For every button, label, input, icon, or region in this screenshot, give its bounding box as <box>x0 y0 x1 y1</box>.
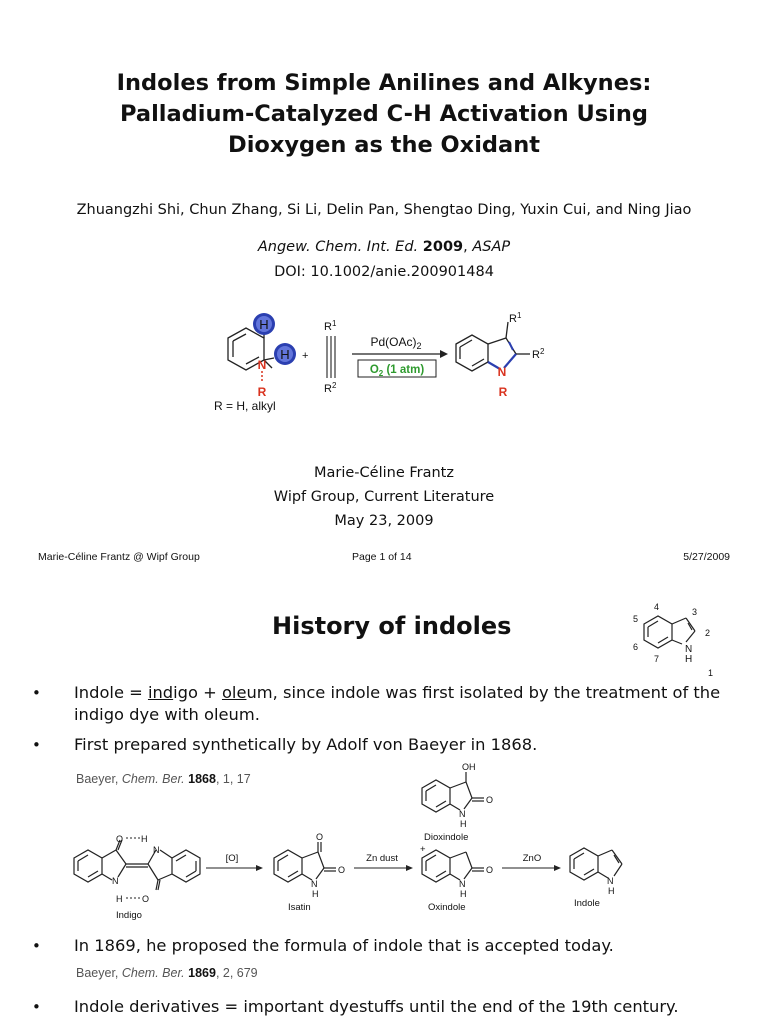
alkyne-r2: $R^2$ <box>324 381 337 395</box>
bullet-text: Indole derivatives = important dyestuffs until the end of the 19th century. <box>74 997 679 1016</box>
journal-year: 2009 <box>422 239 464 255</box>
atom-r-aniline: R <box>257 385 267 399</box>
product-r2: $R^2$ <box>532 347 545 361</box>
presenter-name: Marie-Céline Frantz <box>314 465 454 481</box>
position-2: 2 <box>705 628 711 638</box>
step2-reagent: Zn dust <box>366 853 398 864</box>
bullet-symbol: • <box>32 998 41 1016</box>
author-list: Zhuangzhi Shi, Chun Zhang, Si Li, Delin Pan, Shengtao Ding, Yuxin Cui, and Ning Jiao <box>76 202 692 218</box>
indigo-h-top: H <box>141 834 148 844</box>
dioxindole-h: H <box>460 819 467 829</box>
position-4: 4 <box>654 602 660 612</box>
reaction-scheme <box>200 308 580 420</box>
indole-h: H <box>608 886 615 896</box>
bullet-text: First prepared synthetically by Adolf von Baeyer in 1868. <box>74 735 538 754</box>
indigo-o-top: O <box>116 834 124 844</box>
bullet-symbol: • <box>32 937 41 955</box>
position-5: 5 <box>633 614 639 624</box>
footer-page: Page 1 of 14 <box>352 551 412 563</box>
title-line-3: Dioxygen as the Oxidant <box>228 132 540 158</box>
indigo-label: Indigo <box>116 910 142 921</box>
indigo-h-bottom: H <box>116 894 123 904</box>
presentation-date: May 23, 2009 <box>334 513 434 529</box>
title-line-2: Palladium-Catalyzed C-H Activation Using <box>120 101 648 127</box>
position-1: 1 <box>708 668 714 678</box>
alkyne-r1: $R^1$ <box>324 319 337 333</box>
oxindole-structure <box>422 850 484 882</box>
substituent-note: R = H, alkyl <box>214 399 276 413</box>
bullet-formula <box>0 935 768 959</box>
bullet-first-synthesis <box>0 734 768 758</box>
dioxindole-label: Dioxindole <box>424 832 469 843</box>
oxindole-label: Oxindole <box>428 902 466 913</box>
indole-structure <box>570 848 622 880</box>
indole-label: Indole <box>574 898 600 909</box>
isatin-o-top: O <box>316 832 324 842</box>
journal-citation: Angew. Chem. Int. Ed. 2009, ASAP <box>257 239 511 255</box>
oxindole-o: O <box>486 865 494 875</box>
presenter-group: Wipf Group, Current Literature <box>273 489 495 505</box>
indigo-n-right: N <box>153 845 160 855</box>
indigo-o-bottom: O <box>142 894 150 904</box>
dioxindole-oh: OH <box>462 762 476 772</box>
slide-title <box>0 68 768 161</box>
bullet-etymology <box>0 682 768 728</box>
atom-r-product: R <box>498 385 508 399</box>
dioxindole-o: O <box>486 795 494 805</box>
indigo-n-left: N <box>112 876 119 886</box>
position-3: 3 <box>692 607 698 617</box>
step3-reagent: ZnO <box>522 853 542 864</box>
presenter-block <box>0 461 768 533</box>
footer-date: 5/27/2009 <box>683 551 730 563</box>
title-line-1: Indoles from Simple Anilines and Alkynes: <box>116 70 652 96</box>
position-6: 6 <box>633 642 639 652</box>
indole-numbering-diagram <box>622 600 722 680</box>
isatin-o-right: O <box>338 865 346 875</box>
isatin-label: Isatin <box>288 902 311 913</box>
baeyer-reaction-scheme <box>60 760 700 930</box>
bullet-symbol: • <box>32 736 41 754</box>
plus-sign: + <box>420 844 426 855</box>
bullet-text: In 1869, he proposed the formula of indole that is accepted today. <box>74 936 614 955</box>
plus-sign: + <box>302 350 309 362</box>
isatin-h: H <box>312 889 319 899</box>
oxindole-h: H <box>460 889 467 899</box>
atom-n-product: N <box>497 365 507 379</box>
journal-status: ASAP <box>472 239 511 255</box>
doi: DOI: 10.1002/anie.200901484 <box>274 264 494 280</box>
indole-h-label: H <box>685 654 693 665</box>
bullet-dyestuffs <box>0 996 768 1020</box>
isatin-structure <box>274 842 336 882</box>
oxidant-label: $O_2$ (1 atm) <box>369 364 425 378</box>
journal-name: Angew. Chem. Int. Ed. <box>257 239 419 255</box>
position-7: 7 <box>654 654 660 664</box>
atom-h-nitrogen: H <box>280 347 290 362</box>
dioxindole-n: N <box>459 809 466 819</box>
reference-1868: Baeyer, Chem. Ber. 1868, 1, 17 <box>76 772 251 786</box>
catalyst-label: $Pd(OAc)_2$ <box>370 335 422 351</box>
oxindole-n: N <box>459 879 466 889</box>
isatin-n: N <box>311 879 318 889</box>
section-heading: History of indoles <box>272 612 512 640</box>
bullet-symbol: • <box>32 684 41 702</box>
atom-h-ring: H <box>259 317 269 332</box>
indole-n: N <box>607 876 614 886</box>
step1-reagent: [O] <box>225 853 239 864</box>
footer-author: Marie-Céline Frantz @ Wipf Group <box>38 551 200 563</box>
dioxindole-structure <box>422 772 484 812</box>
atom-n-aniline: N <box>257 358 267 372</box>
reference-1869: Baeyer, Chem. Ber. 1869, 2, 679 <box>76 966 258 980</box>
bullet-text: Indole = indigo + oleum, since indole was first isolated by the treatment of the indigo dye with oleum. <box>74 683 721 724</box>
indole-n-label: N <box>685 644 693 655</box>
product-r1: $R^1$ <box>509 311 522 325</box>
